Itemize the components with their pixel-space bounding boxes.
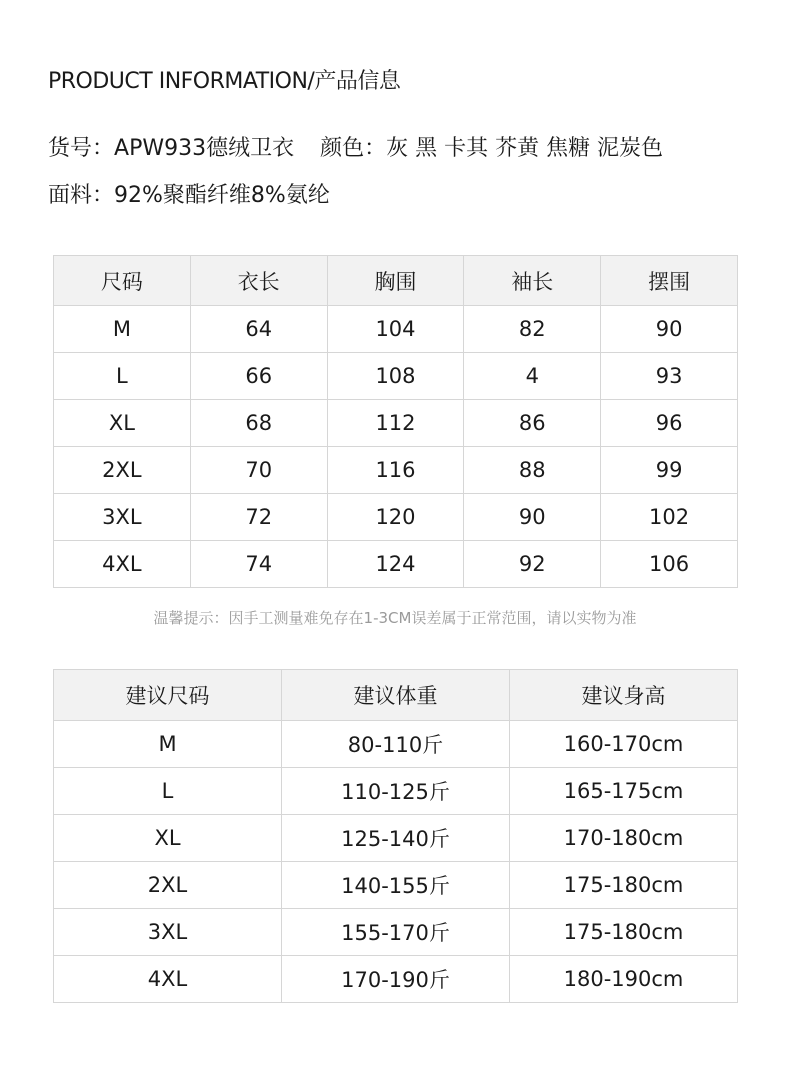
table-cell: 155-170斤: [282, 909, 510, 956]
table-cell: L: [54, 768, 282, 815]
table-cell: 165-175cm: [510, 768, 738, 815]
table-cell: 92: [464, 541, 601, 588]
table-cell: M: [54, 306, 191, 353]
table-cell: 175-180cm: [510, 909, 738, 956]
info-line-item-color: [48, 131, 663, 162]
table-cell: 90: [601, 306, 738, 353]
recommendation-table-header-cell: 建议体重: [282, 670, 510, 721]
table-cell: XL: [54, 815, 282, 862]
table-row: [54, 768, 738, 815]
measurement-note: 温馨提示：因手工测量难免存在1-3CM误差属于正常范围，请以实物为准: [153, 609, 637, 627]
table-cell: 74: [190, 541, 327, 588]
table-cell: 104: [327, 306, 464, 353]
table-cell: 160-170cm: [510, 721, 738, 768]
fabric-value: 92%聚酯纤维8%氨纶: [114, 183, 330, 208]
table-cell: 93: [601, 353, 738, 400]
table-row: [54, 494, 738, 541]
table-row: [54, 956, 738, 1003]
table-row: [54, 541, 738, 588]
table-cell: 3XL: [54, 909, 282, 956]
table-cell: 170-180cm: [510, 815, 738, 862]
size-table-header-cell: 胸围: [327, 256, 464, 306]
table-cell: 80-110斤: [282, 721, 510, 768]
table-cell: 4: [464, 353, 601, 400]
table-cell: 108: [327, 353, 464, 400]
table-row: [54, 815, 738, 862]
fabric-label: 面料：: [48, 183, 115, 208]
table-cell: 2XL: [54, 447, 191, 494]
recommendation-table-header-cell: 建议身高: [510, 670, 738, 721]
table-row: [54, 306, 738, 353]
table-cell: 124: [327, 541, 464, 588]
page-title: PRODUCT INFORMATION/产品信息: [48, 69, 401, 94]
table-cell: 116: [327, 447, 464, 494]
info-line-fabric: [48, 178, 330, 209]
table-cell: 64: [190, 306, 327, 353]
table-cell: 110-125斤: [282, 768, 510, 815]
recommendation-table-header-row: [54, 670, 738, 721]
table-cell: 170-190斤: [282, 956, 510, 1003]
table-cell: 102: [601, 494, 738, 541]
table-cell: 68: [190, 400, 327, 447]
table-cell: 125-140斤: [282, 815, 510, 862]
table-cell: L: [54, 353, 191, 400]
table-cell: 88: [464, 447, 601, 494]
table-cell: 2XL: [54, 862, 282, 909]
table-cell: 70: [190, 447, 327, 494]
size-table-header-cell: 摆围: [601, 256, 738, 306]
table-cell: XL: [54, 400, 191, 447]
table-cell: 99: [601, 447, 738, 494]
size-table-header-cell: 衣长: [190, 256, 327, 306]
table-cell: 72: [190, 494, 327, 541]
color-label: 颜色：: [320, 136, 387, 161]
recommendation-table: [53, 669, 738, 1003]
size-table-header-cell: 尺码: [54, 256, 191, 306]
table-cell: 90: [464, 494, 601, 541]
recommendation-table-header-cell: 建议尺码: [54, 670, 282, 721]
table-cell: 4XL: [54, 956, 282, 1003]
table-cell: 86: [464, 400, 601, 447]
table-cell: 3XL: [54, 494, 191, 541]
table-cell: 180-190cm: [510, 956, 738, 1003]
table-row: [54, 447, 738, 494]
table-cell: 112: [327, 400, 464, 447]
table-cell: M: [54, 721, 282, 768]
table-cell: 82: [464, 306, 601, 353]
table-cell: 120: [327, 494, 464, 541]
size-table-header-row: [54, 256, 738, 306]
table-cell: 66: [190, 353, 327, 400]
item-no-label: 货号：: [48, 136, 115, 161]
table-row: [54, 909, 738, 956]
table-row: [54, 400, 738, 447]
size-table: [53, 255, 738, 588]
table-cell: 140-155斤: [282, 862, 510, 909]
table-row: [54, 721, 738, 768]
table-row: [54, 862, 738, 909]
table-cell: 4XL: [54, 541, 191, 588]
color-value: 灰 黑 卡其 芥黄 焦糖 泥炭色: [386, 136, 664, 161]
table-row: [54, 353, 738, 400]
table-cell: 96: [601, 400, 738, 447]
size-table-header-cell: 袖长: [464, 256, 601, 306]
table-cell: 175-180cm: [510, 862, 738, 909]
table-cell: 106: [601, 541, 738, 588]
item-no-value: APW933德绒卫衣: [114, 136, 295, 161]
